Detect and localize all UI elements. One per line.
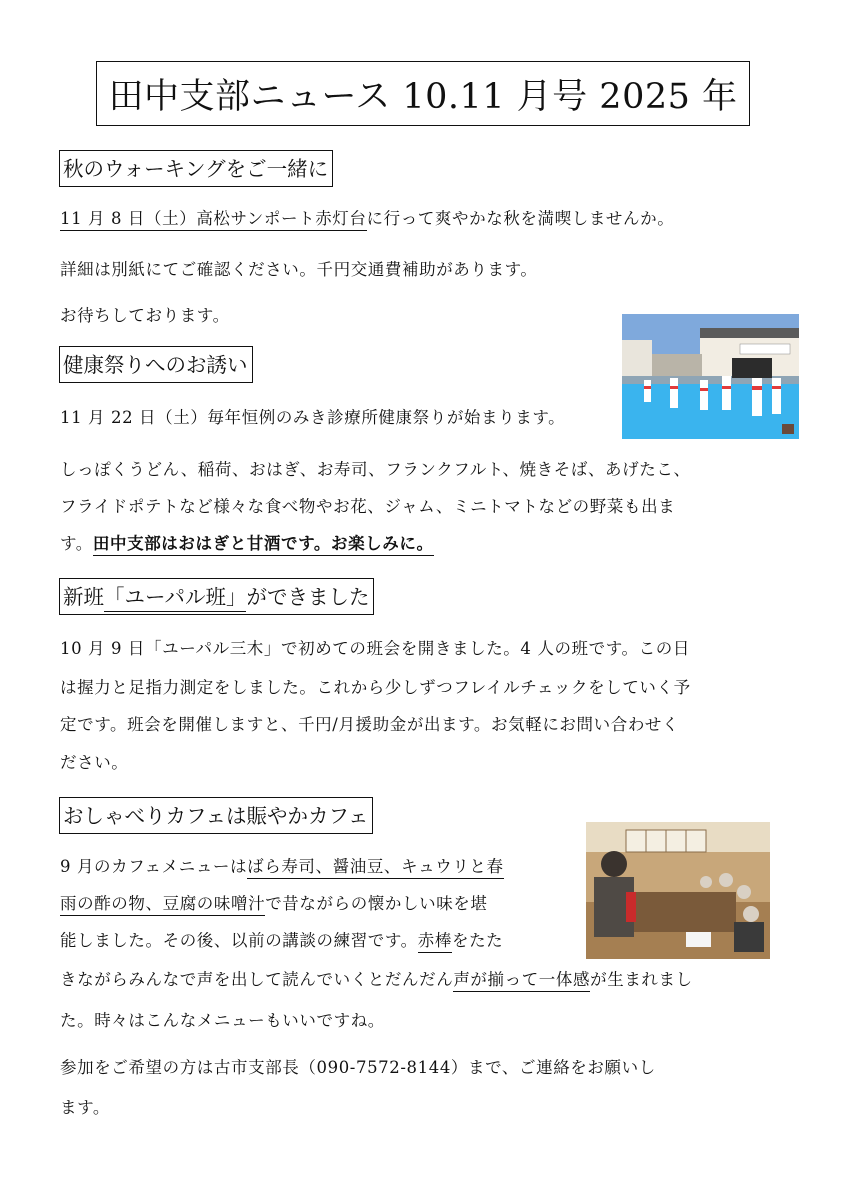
festival-line-4 [60, 533, 434, 555]
festival-line-2: しっぽくうどん、稲荷、おはぎ、お寿司、フランクフルト、焼きそば、あげたこ、 [60, 460, 691, 479]
cafe-line-3-prefix: 能しました。その後、以前の講談の練習です。 [60, 931, 418, 950]
cafe-line-3 [60, 930, 503, 952]
section-heading-festival: 健康祭りへのお誘い [59, 346, 253, 383]
cafe-line-4-suffix: が生まれまし [590, 970, 693, 989]
cafe-gathering-photo [586, 822, 770, 959]
cafe-line-3-suffix: をたた [451, 931, 504, 950]
unity-phrase: 声が揃って一体感 [453, 970, 590, 992]
cafe-menu-part-2: 雨の酢の物、豆腐の味噌汁 [60, 894, 265, 916]
new-group-heading-suffix: ができました [246, 585, 370, 609]
festival-line-3: フライドポテトなど様々な食べ物やお花、ジャム、ミニトマトなどの野菜も出ま [60, 497, 676, 516]
red-stick: 赤棒 [418, 931, 452, 953]
new-group-line-1: 10 月 9 日「ユーパル三木」で初めての班会を開きました。4 人の班です。この日 [60, 639, 690, 658]
cafe-line-4-prefix: きながらみんなで声を出して読んでいくとだんだん [60, 970, 454, 989]
cafe-line-2-rest: で昔ながらの懐かしい味を堪 [265, 894, 488, 913]
tanaka-offering: 田中支部はおはぎと甘酒です。お楽しみに。 [93, 534, 434, 556]
contact-line-1: 参加をご希望の方は古市支部長（090-7572-8144）まで、ご連絡をお願いし [60, 1058, 656, 1077]
walking-line-1 [60, 208, 674, 230]
new-group-heading-prefix: 新班 [63, 585, 104, 609]
new-group-line-3: 定です。班会を開催しますと、千円/月援助金が出ます。お気軽にお問い合わせく [60, 715, 680, 734]
walking-line-2: 詳細は別紙にてご確認ください。千円交通費補助があります。 [60, 260, 538, 279]
cafe-line-5: た。時々はこんなメニューもいいですね。 [60, 1011, 385, 1030]
new-group-line-2: は握力と足指力測定をしました。これから少しずつフレイルチェックをしていく予 [60, 678, 691, 697]
festival-line-1: 11 月 22 日（土）毎年恒例のみき診療所健康祭りが始まります。 [60, 408, 566, 427]
cafe-line-1-prefix: 9 月のカフェメニューは [60, 857, 248, 876]
festival-line-4-prefix: す。 [60, 534, 93, 553]
walking-line-3: お待ちしております。 [60, 306, 230, 325]
contact-line-2: ます。 [60, 1098, 110, 1117]
newsletter-title: 田中支部ニュース 10.11 月号 2025 年 [96, 61, 750, 126]
cafe-line-4 [60, 969, 693, 991]
cafe-line-2 [60, 893, 488, 915]
walking-line-1-rest: に行って爽やかな秋を満喫しませんか。 [366, 209, 675, 228]
new-group-name: 「ユーパル班」 [104, 585, 246, 612]
section-heading-walking: 秋のウォーキングをご一緒に [59, 150, 333, 187]
new-group-line-4: ださい。 [60, 753, 129, 772]
cafe-menu-part-1: ばら寿司、醤油豆、キュウリと春 [247, 857, 504, 879]
section-heading-new-group [59, 578, 374, 615]
cafe-line-1 [60, 856, 504, 878]
walking-date-place: 11 月 8 日（土）高松サンポート赤灯台 [60, 209, 367, 231]
dance-festival-photo [622, 314, 799, 439]
section-heading-cafe: おしゃべりカフェは賑やかカフェ [59, 797, 373, 834]
